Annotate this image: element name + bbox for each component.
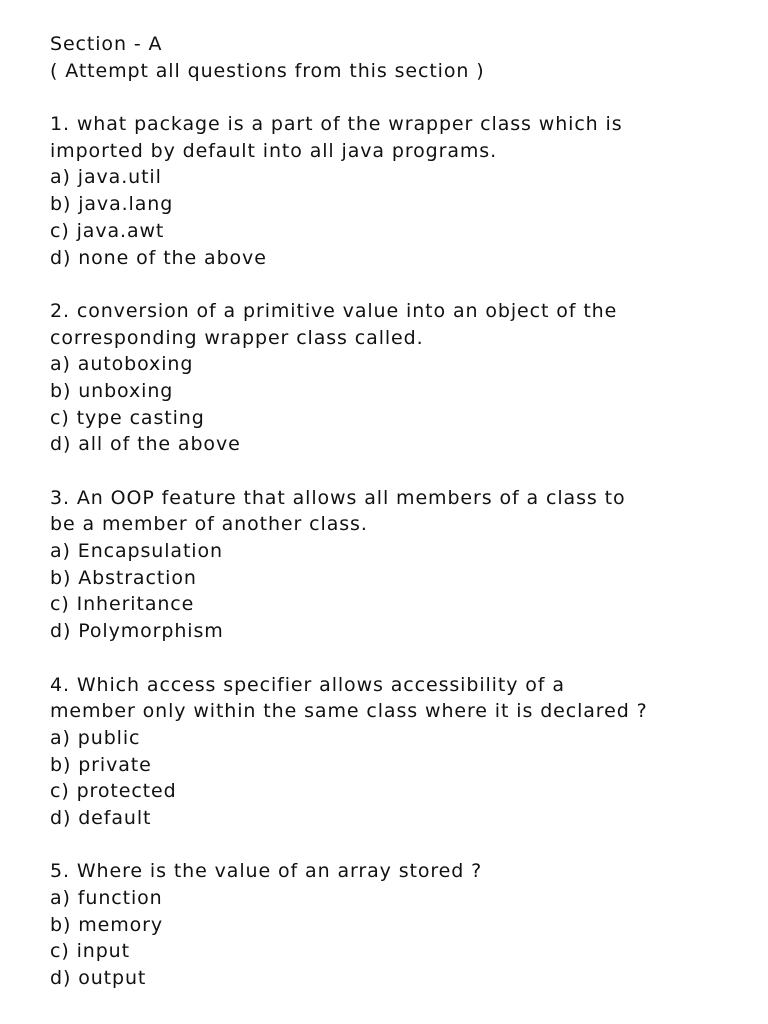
option-c: c) java.awt <box>50 219 165 242</box>
spacer <box>50 832 740 859</box>
question-paper <box>50 31 740 992</box>
option-b: b) Abstraction <box>50 566 197 589</box>
question-text-line: be a member of another class. <box>50 513 368 536</box>
spacer <box>50 271 740 298</box>
option-b: b) memory <box>50 913 163 936</box>
question-text-line: corresponding wrapper class called. <box>50 326 424 349</box>
spacer <box>50 84 740 111</box>
option-d: d) none of the above <box>50 246 267 269</box>
question-text-line: 1. what package is a part of the wrapper class which is <box>50 113 623 136</box>
option-a: a) public <box>50 726 141 749</box>
spacer <box>50 645 740 672</box>
option-a: a) Encapsulation <box>50 540 223 563</box>
section-title: Section - A <box>50 33 163 55</box>
option-c: c) protected <box>50 780 177 803</box>
question-text-line: member only within the same class where it is declared ? <box>50 700 648 723</box>
section-instruction: ( Attempt all questions from this section ) <box>50 59 485 82</box>
option-a: a) function <box>50 887 163 909</box>
question-text-line: 5. Where is the value of an array stored ? <box>50 860 483 883</box>
option-b: b) java.lang <box>50 193 174 216</box>
question-5 <box>50 858 740 991</box>
question-3 <box>50 485 740 645</box>
question-4 <box>50 672 740 832</box>
question-text-line: 4. Which access specifier allows accessibility of a <box>50 673 565 696</box>
option-d: d) output <box>50 967 147 990</box>
option-a: a) java.util <box>50 166 162 189</box>
option-a: a) autoboxing <box>50 353 194 376</box>
spacer <box>50 458 740 485</box>
option-b: b) unboxing <box>50 379 174 402</box>
option-c: c) type casting <box>50 406 205 429</box>
option-c: c) Inheritance <box>50 593 195 616</box>
option-d: d) all of the above <box>50 433 241 456</box>
question-1 <box>50 111 740 271</box>
question-2 <box>50 298 740 458</box>
option-b: b) private <box>50 753 152 776</box>
question-text-line: 2. conversion of a primitive value into an object of the <box>50 299 618 322</box>
section-header <box>50 31 740 84</box>
option-d: d) default <box>50 806 152 829</box>
option-d: d) Polymorphism <box>50 620 224 643</box>
question-text-line: 3. An OOP feature that allows all members of a class to <box>50 486 626 509</box>
question-text-line: imported by default into all java programs. <box>50 139 498 162</box>
option-c: c) input <box>50 940 130 963</box>
